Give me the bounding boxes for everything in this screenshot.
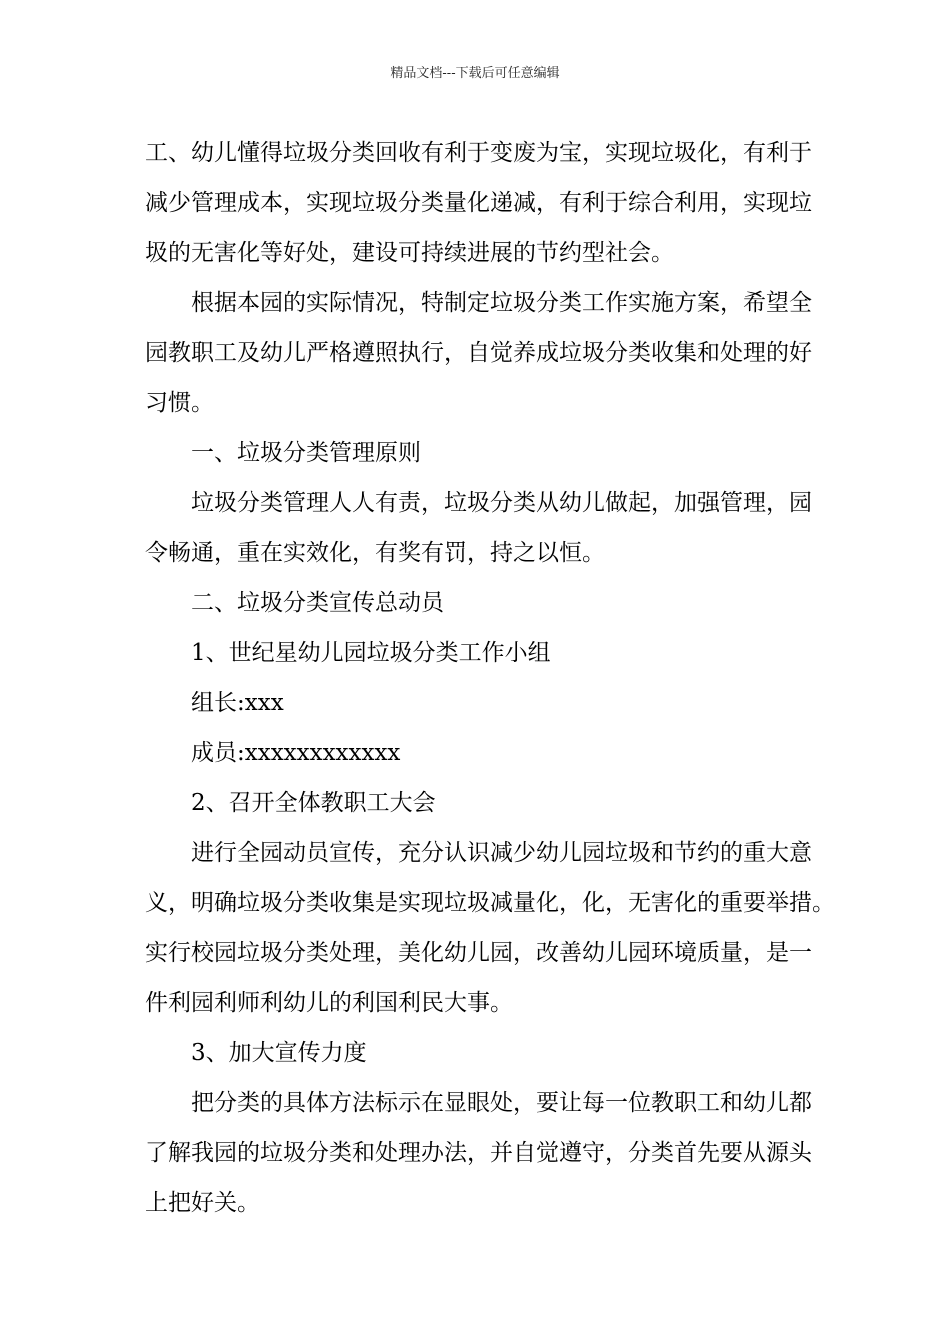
paragraph-line: 义，明确垃圾分类收集是实现垃圾减量化，化，无害化的重要举措。: [145, 890, 835, 916]
subsection-heading: 3、加大宣传力度: [191, 1040, 367, 1066]
paragraph-line: 上把好关。: [145, 1190, 260, 1216]
paragraph-line: 减少管理成本，实现垃圾分类量化递减，有利于综合利用，实现垃: [145, 190, 812, 216]
paragraph-line: 工、幼儿懂得垃圾分类回收有利于变废为宝，实现垃圾化，有利于: [145, 140, 812, 166]
subsection-heading: 1、世纪星幼儿园垃圾分类工作小组: [191, 640, 551, 666]
page-header: 精品文档---下载后可任意编辑: [390, 66, 560, 81]
paragraph-line: 把分类的具体方法标示在显眼处，要让每一位教职工和幼儿都: [191, 1090, 812, 1116]
section-heading: 二、垃圾分类宣传总动员: [191, 590, 444, 616]
paragraph-line: 圾的无害化等好处，建设可持续进展的节约型社会。: [145, 240, 674, 266]
paragraph-line: 园教职工及幼儿严格遵照执行，自觉养成垃圾分类收集和处理的好: [145, 340, 812, 366]
paragraph-line: 件利园利师利幼儿的利国利民大事。: [145, 990, 513, 1016]
subsection-heading: 2、召开全体教职工大会: [191, 790, 436, 816]
section-heading: 一、垃圾分类管理原则: [191, 440, 421, 466]
document-body: [145, 128, 835, 1228]
paragraph-line: 垃圾分类管理人人有责，垃圾分类从幼儿做起，加强管理，园: [191, 490, 812, 516]
members-line: 成员:xxxxxxxxxxxx: [191, 740, 401, 766]
paragraph-line: 习惯。: [145, 390, 214, 416]
paragraph-line: 令畅通，重在实效化，有奖有罚，持之以恒。: [145, 540, 605, 566]
paragraph-line: 进行全园动员宣传，充分认识减少幼儿园垃圾和节约的重大意: [191, 840, 812, 866]
paragraph-line: 了解我园的垃圾分类和处理办法，并自觉遵守，分类首先要从源头: [145, 1140, 812, 1166]
leader-line: 组长:xxx: [191, 690, 284, 716]
paragraph-line: 根据本园的实际情况，特制定垃圾分类工作实施方案，希望全: [191, 290, 812, 316]
paragraph-line: 实行校园垃圾分类处理，美化幼儿园，改善幼儿园环境质量，是一: [145, 940, 812, 966]
